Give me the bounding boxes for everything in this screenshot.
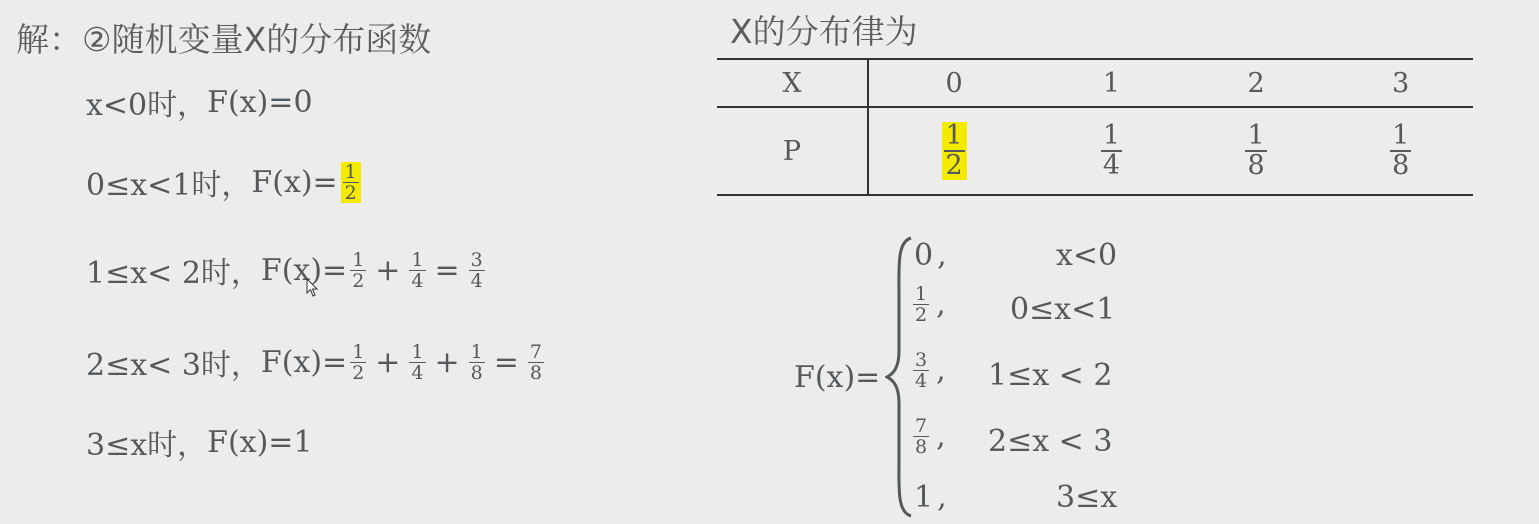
fraction: $\frac{1}{4}$	[411, 248, 424, 292]
condition: 1≤x< 2时，	[86, 256, 261, 291]
distribution-table	[717, 58, 1473, 196]
result: 1	[293, 424, 313, 460]
piecewise-cond-3: 1≤x < 2	[988, 358, 1113, 393]
piecewise-case-1: 0 ,	[914, 238, 947, 273]
highlighted-fraction: $\frac{1}{2}$	[942, 122, 967, 180]
piecewise-case-5: 1 ,	[914, 480, 947, 515]
lhs: F(x)=	[207, 424, 294, 460]
plus-sign: +	[375, 252, 401, 288]
fraction: $\frac{1}{8}$	[470, 340, 483, 384]
equals-sign: =	[493, 344, 519, 380]
piecewise-case-3: $\frac{3}{4}$ ,	[915, 349, 946, 392]
condition: 2≤x< 3时，	[86, 348, 261, 383]
line-case-1	[86, 80, 313, 124]
result: 0	[293, 84, 313, 120]
fraction: $\frac{3}{4}$	[915, 349, 928, 392]
table-cell: 1	[1039, 59, 1184, 107]
condition: x<0时，	[86, 88, 208, 123]
table-header-p: P	[717, 107, 868, 195]
piecewise-lhs: F(x)=	[794, 360, 881, 395]
table-cell	[1328, 107, 1473, 195]
table-row	[717, 59, 1473, 107]
lhs: F(x)=	[207, 84, 294, 120]
piecewise-case-4: $\frac{7}{8}$ ,	[915, 415, 946, 458]
piecewise-case-2: $\frac{1}{2}$ ,	[915, 283, 946, 326]
fraction: $\frac{1}{4}$	[411, 340, 424, 384]
table-row	[717, 107, 1473, 195]
line-case-3	[86, 248, 488, 292]
condition: 3≤x时，	[86, 428, 208, 463]
table-header-x: X	[717, 59, 868, 107]
fraction: $\frac{7}{8}$	[915, 415, 928, 458]
table-cell: 2	[1184, 59, 1329, 107]
distribution-heading: X的分布律为	[730, 12, 918, 51]
line-case-2	[86, 160, 364, 204]
piecewise-cond-4: 2≤x < 3	[988, 424, 1113, 459]
fraction: $\frac{1}{2}$	[915, 283, 928, 326]
lhs: F(x)=	[260, 344, 348, 380]
fraction: $\frac{1}{8}$	[1247, 120, 1265, 181]
lhs: F(x)=	[251, 164, 338, 200]
highlighted-fraction: $\frac{1}{2}$	[341, 162, 361, 203]
line-case-4	[86, 340, 547, 384]
piecewise-cond-1: x<0	[1056, 238, 1118, 273]
fraction: $\frac{1}{4}$	[1102, 120, 1121, 181]
fraction: $\frac{1}{2}$	[352, 340, 365, 384]
fraction: $\frac{1}{8}$	[1392, 120, 1410, 181]
piecewise-cond-5: 3≤x	[1056, 480, 1118, 515]
equals-sign: =	[434, 252, 460, 288]
table-cell	[1184, 107, 1329, 195]
plus-sign: +	[375, 344, 401, 380]
mouse-pointer-icon	[306, 278, 320, 298]
fraction: $\frac{3}{4}$	[470, 248, 483, 292]
lhs: F(x)=	[260, 252, 348, 288]
fraction: $\frac{7}{8}$	[529, 340, 542, 384]
plus-sign: +	[434, 344, 460, 380]
line-case-5	[86, 420, 313, 464]
piecewise-cond-2: 0≤x<1	[1010, 292, 1116, 327]
table-cell	[1039, 107, 1184, 195]
table-cell: 0	[868, 59, 1039, 107]
table-cell	[868, 107, 1039, 195]
fraction: $\frac{1}{2}$	[352, 248, 365, 292]
solution-heading: 解：②随机变量X的分布函数	[16, 20, 432, 59]
table-cell: 3	[1328, 59, 1473, 107]
condition: 0≤x<1时，	[86, 168, 252, 203]
